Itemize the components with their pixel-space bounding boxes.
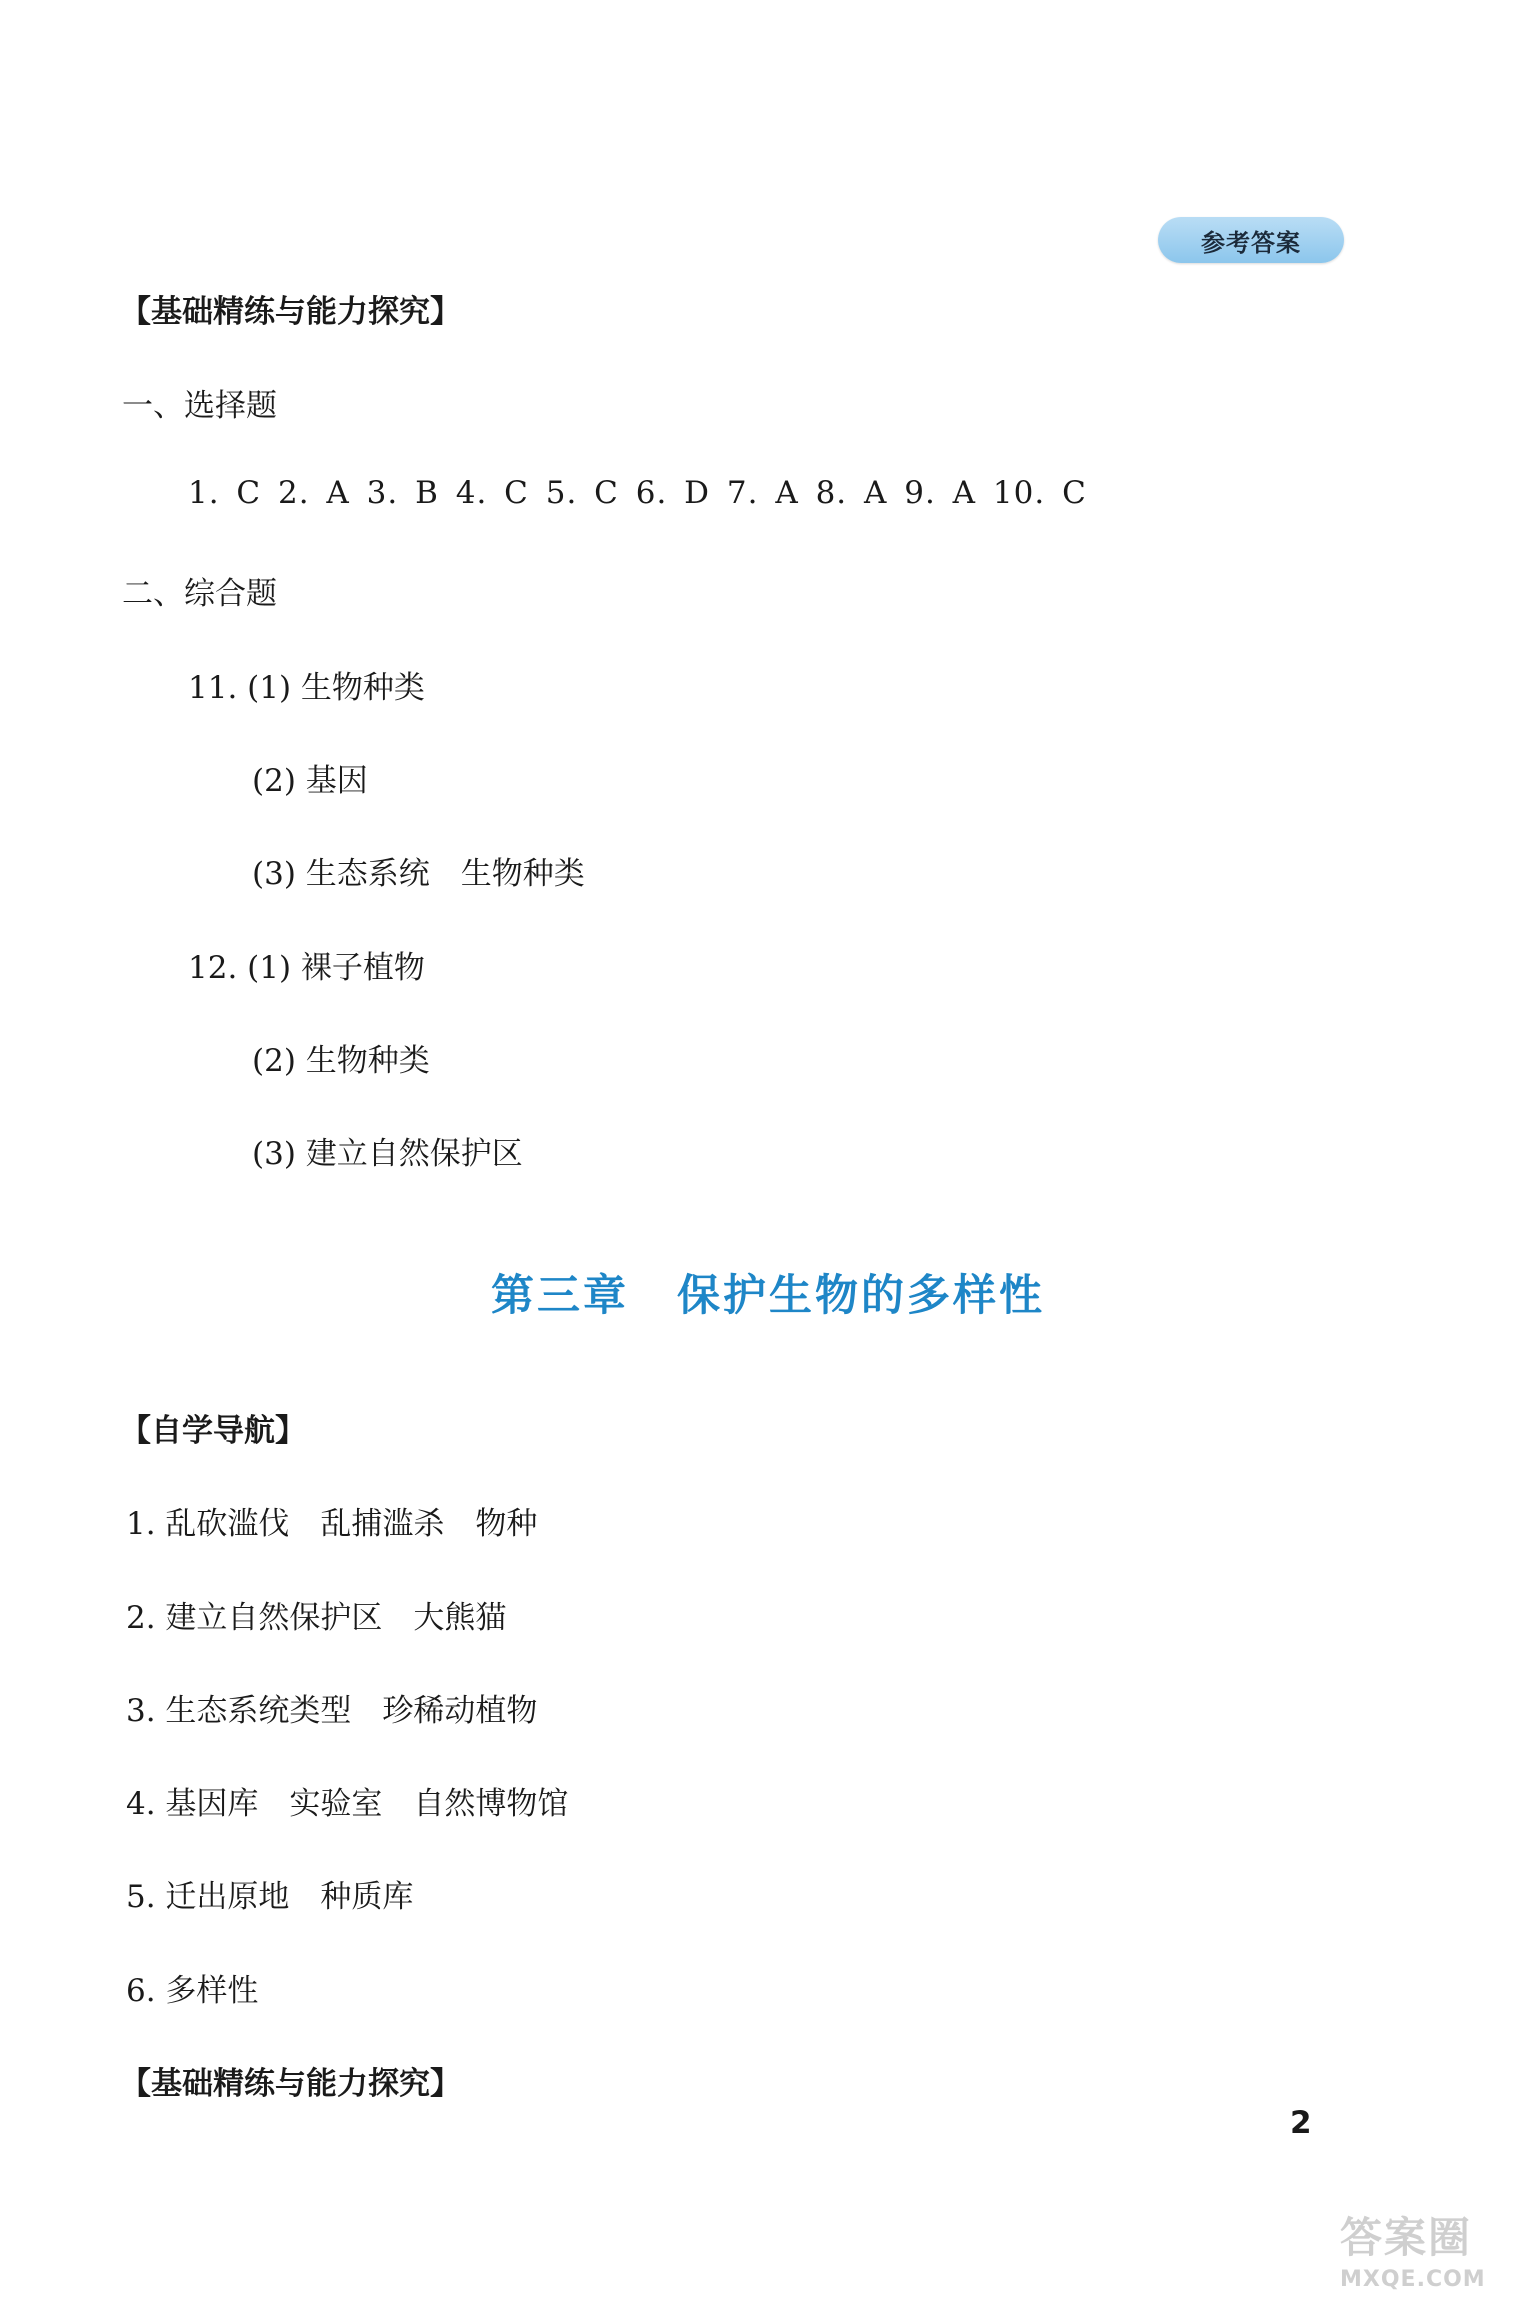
q12-answer-3: (3) 建立自然保护区 [252, 1136, 523, 1172]
choice-answers: 1. C 2. A 3. B 4. C 5. C 6. D 7. A 8. A 9. A 10. C [188, 475, 1087, 511]
self-study-item-3: 3. 生态系统类型 珍稀动植物 [126, 1693, 538, 1729]
q11-answer-2: (2) 基因 [252, 763, 368, 799]
watermark-mark: 答案圈 [1340, 2213, 1473, 2262]
watermark-logo [1340, 2205, 1518, 2305]
part-title-comprehensive: 二、综合题 [122, 576, 277, 612]
self-study-item-4: 4. 基因库 实验室 自然博物馆 [126, 1786, 569, 1822]
self-study-heading: 【自学导航】 [120, 1413, 306, 1449]
section-heading-practice-2: 【基础精练与能力探究】 [120, 2066, 461, 2102]
page-number: 2 [1290, 2105, 1312, 2141]
q12-answer-2: (2) 生物种类 [252, 1043, 430, 1079]
chapter-title [0, 1262, 1536, 1323]
section-heading-practice: 【基础精练与能力探究】 [120, 294, 461, 330]
q11-answer-3: (3) 生态系统 生物种类 [252, 856, 585, 892]
self-study-item-2: 2. 建立自然保护区 大熊猫 [126, 1600, 507, 1636]
self-study-item-1: 1. 乱砍滥伐 乱捕滥杀 物种 [126, 1506, 538, 1542]
watermark-url: MXQE.COM [1340, 2267, 1486, 2292]
self-study-item-6: 6. 多样性 [126, 1973, 259, 2009]
q12-answer-1: 12. (1) 裸子植物 [188, 950, 425, 986]
self-study-item-5: 5. 迁出原地 种质库 [126, 1879, 414, 1915]
answer-key-badge: 参考答案 [1158, 217, 1344, 263]
part-title-choice: 一、选择题 [122, 388, 277, 424]
q11-answer-1: 11. (1) 生物种类 [188, 670, 425, 706]
chapter-name: 保护生物的多样性 [677, 1271, 1045, 1321]
chapter-number: 第三章 [491, 1271, 629, 1321]
